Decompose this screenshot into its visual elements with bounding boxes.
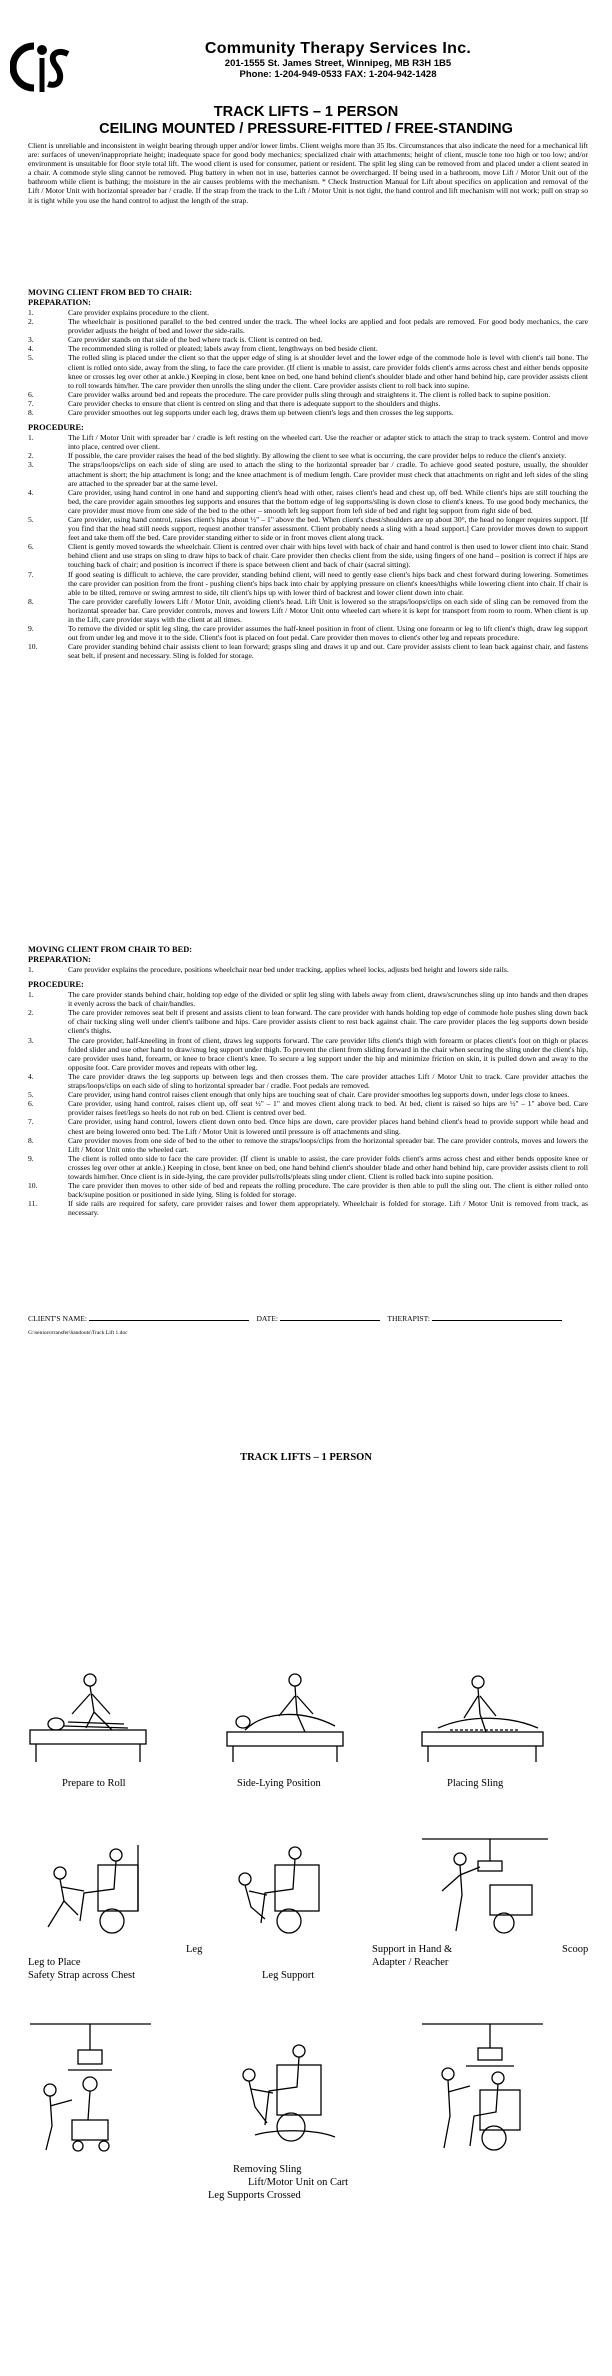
list-item <box>28 488 588 515</box>
step-text: If good seating is difficult to achieve, the care provider, standing behind client, will need to gently ease client's hips back and chest forward during lowering. Sometimes the care provider can position from the front - pushing client's hips back into chair by applying pressure on client's knees/thighs while lowering client into chair. If chair is able to be tilted, remove or swing armrest to side, tilt client's hips up with lower third of backrest and lower client down into chair. <box>68 569 588 597</box>
step-text: The recommended sling is rolled or pleated; labels away from client, lengthways on bed beside client. <box>68 344 378 354</box>
list-item <box>28 1008 588 1035</box>
company-header <box>88 40 588 80</box>
step-text: The care provider then moves to other side of bed and repeats the rolling procedure. The care provider is then able to pull the sling out. The client is either rolled onto back/supine position or positioned in side lying. Sling is folded for storage. <box>68 1181 588 1200</box>
illustrations-title: TRACK LIFTS – 1 PERSON <box>240 1452 372 1463</box>
page-subtitle: CEILING MOUNTED / PRESSURE-FITTED / FREE-STANDING <box>99 121 513 137</box>
caption-leg-supports-crossed: Leg Supports Crossed <box>208 2190 301 2201</box>
company-phone-fax: Phone: 1-204-949-0533 FAX: 1-204-942-1428 <box>239 69 437 80</box>
caption-lift-motor-cart: Lift/Motor Unit on Cart <box>248 2177 349 2188</box>
list-item <box>28 515 588 542</box>
step-number: 3. <box>28 335 34 345</box>
list-item <box>28 1136 588 1154</box>
step-number: 1. <box>28 433 34 443</box>
list-item <box>28 570 588 597</box>
step-text: Care provider moves from one side of bed to the other to remove the straps/loops/clips from the horizontal spreader bar. The care provider controls, moves and lowers the Lift / Motor Unit onto the wheeled cart. <box>68 1135 588 1154</box>
step-number: 3. <box>28 460 34 470</box>
caption-safety-strap: Safety Strap across Chest <box>28 1970 136 1981</box>
caption-side-lying: Side-Lying Position <box>237 1778 321 1789</box>
procedure-heading: PROCEDURE: <box>28 980 84 990</box>
section-heading: MOVING CLIENT FROM BED TO CHAIR: <box>28 288 193 297</box>
list-item <box>28 965 588 974</box>
therapist-field[interactable] <box>432 1312 562 1321</box>
step-number: 7. <box>28 1117 34 1127</box>
step-text: Care provider smoothes out leg supports under each leg, draws them up between client's legs and then crosses the leg supports. <box>68 408 454 418</box>
step-number: 2. <box>28 451 34 461</box>
step-number: 6. <box>28 1099 34 1109</box>
intro-paragraph: Client is unreliable and inconsistent in weight bearing through upper and/or lower limbs. Client weighs more than 35 lbs. Circumstances that also indicate the need for a mechanical lift are: surfaces of uneven/inappropriate height; inadequate space for good body mechanics; specialized chair with attachments; height of client, muscle tone too high or too low; and/or environment is unsuitable for floor style total lift. The wood client is used for consumer, patient or resident. The split leg sling can be removed from and placed under a client seated in a chair. A commode style sling cannot be removed. Plug battery in when not in use, batteries cannot be overcharged. If being used in a bathroom, move Lift / Motor Unit out of the bathroom while client is bathing; the moisture in the air causes problems with the mechanism. * Check Instruction Manual for Lift about specifics on application and removal of the Lift / Motor Unit with horizontal spreader bar / cradle. If the strap from the track to the Lift / Motor Unit is not tight, the hand control and lift mechanism will not work; pull on strap so it is tight while you use the hand control to adjust the length of the strap. <box>28 141 588 205</box>
list-item <box>28 642 588 660</box>
step-text: Care provider, using hand control, lowers client down onto bed. Once hips are down, care provider places hand behind client's head to provide support while head and chest are being lowered onto bed. The Lift / Motor Unit is lowered until pressure is off attachments and sling. <box>68 1117 588 1136</box>
list-item <box>28 353 588 389</box>
list-item <box>28 990 588 1008</box>
step-number: 11. <box>28 1199 38 1209</box>
date-field[interactable] <box>280 1312 380 1321</box>
caption-removing-sling: Removing Sling <box>233 2164 302 2175</box>
caption-leg-support: Leg Support <box>262 1970 315 1981</box>
step-number: 7. <box>28 398 34 408</box>
section-chair-to-bed <box>28 945 588 1217</box>
step-number: 5. <box>28 514 34 524</box>
step-number: 4. <box>28 487 34 497</box>
client-name-field[interactable] <box>89 1312 249 1321</box>
step-number: 8. <box>28 1135 34 1145</box>
support-in-hand-illustration <box>420 1835 550 1935</box>
step-number: 2. <box>28 317 34 327</box>
caption-adapter-reacher: Adapter / Reacher <box>372 1957 449 1968</box>
step-number: 9. <box>28 1153 34 1163</box>
caption-placing-sling: Placing Sling <box>447 1778 504 1789</box>
list-item <box>28 597 588 624</box>
therapist-label: THERAPIST: <box>387 1314 430 1323</box>
list-item <box>28 317 588 335</box>
caption-scoop: Scoop <box>562 1944 589 1955</box>
step-text: The client is rolled onto side to face the care provider. (If client is unable to assist, the care provider folds client's arms across chest and either bends opposite knee or crosses leg over other at ankle.) Keeping in close, bent knee on bed, one hand behind client's shoulder blade and other hand behind hip, care provider assists client to roll towards him/her. Once client is in side-lying, the care provider pulls/rolls/pleats sling under client. Client is rolled back into supine position. <box>68 1153 588 1181</box>
list-item <box>28 335 588 344</box>
step-text: The Lift / Motor Unit with spreader bar / cradle is left resting on the wheeled cart. Use the reacher or adapter stick to attach the strap to track system. Control and move into place, centred over client. <box>68 433 588 452</box>
date-label: DATE: <box>256 1314 278 1323</box>
step-number: 1. <box>28 990 34 1000</box>
list-item <box>28 542 588 569</box>
list-item <box>28 1181 588 1199</box>
list-item <box>28 308 588 317</box>
list-item <box>28 1072 588 1090</box>
list-item <box>28 1099 588 1117</box>
step-number: 8. <box>28 408 34 418</box>
step-text: The care provider carefully lowers Lift / Motor Unit, avoiding client's head. Lift Unit is lowered so the straps/loops/clips on each side of sling can be removed from the horizontal spreader bar. Care provider controls, moves and lowers Lift / Motor Unit onto wheeled cart where it is kept for transport from room to room. When client is up in the Lift, care provider stays with the client at all times. <box>68 596 588 624</box>
list-item <box>28 1199 588 1217</box>
step-text: Care provider, using hand control in one hand and supporting client's head with other, raises client's head and chest up, off bed. While client's hips are still touching the bed, the care provider again smoothes leg supports and ensures that the bottom edge of leg supports/sling is down close to client's knees. To use good body mechanics, the care provider must move from one side of the bed to the other – smooth left leg support from left side of bed and right leg support from right side of bed. <box>68 487 588 515</box>
step-number: 5. <box>28 353 34 363</box>
leg-support-illustration <box>225 1835 340 1935</box>
procedure-heading: PROCEDURE: <box>28 423 84 433</box>
step-number: 6. <box>28 542 34 552</box>
step-number: 8. <box>28 596 34 606</box>
step-number: 4. <box>28 1071 34 1081</box>
step-text: Care provider explains the procedure, positions wheelchair near bed under tracking, applies wheel locks, adjusts bed height and lowers side rails. <box>68 965 509 974</box>
placing-sling-illustration <box>420 1670 545 1765</box>
step-number: 1. <box>28 965 34 974</box>
side-lying-illustration <box>225 1670 345 1765</box>
list-item <box>28 1090 588 1099</box>
list-item <box>28 433 588 451</box>
section-bed-to-chair <box>28 288 588 660</box>
list-item <box>28 624 588 642</box>
step-text: Care provider explains procedure to the client. <box>68 308 210 317</box>
step-text: Care provider, using hand control, raises client up, off seat ½" – 1" and moves client along track to bed. At bed, client is raised so hips are ½" – 1" above bed. Care provider raises feet/legs so heels do not rub on bed. Client is centred over bed. <box>68 1099 588 1118</box>
step-text: Care provider, using hand control, raises client's hips about ½" – 1" above the bed. When client's chest/shoulders are up about 30°, the head no longer requires support. [If you find that the head still needs support, request another transfer assessment. Client probably needs a sling with a head support.] Care provider moves down to support feet and take them off the bed. Care provider standing either to side or in front moves client along track. <box>68 514 588 543</box>
section-heading: MOVING CLIENT FROM CHAIR TO BED: <box>28 945 193 954</box>
signature-line <box>28 1312 588 1323</box>
step-number: 4. <box>28 344 34 354</box>
caption-prepare-roll: Prepare to Roll <box>62 1778 126 1789</box>
step-text: Client is gently moved towards the wheelchair. Client is centred over chair with hips level with back of chair and hand control is then used to lower client into chair. Stand behind client and use straps on sling to draw hips to back of chair. Care provider then checks client from the side, using fingers of one hand – position is correct if hips are touching back of chair; and position is incorrect if there is space between client and back of chair (sacral sitting). <box>68 542 588 570</box>
list-item <box>28 408 588 417</box>
leg-to-place-illustration <box>28 1835 153 1935</box>
file-path: G:\seniors\transfer\handouts\Track Lift 1.doc <box>28 1330 128 1336</box>
list-item <box>28 399 588 408</box>
page-title: TRACK LIFTS – 1 PERSON <box>213 104 399 120</box>
procedure-list <box>28 433 588 660</box>
step-text: Care provider, using hand control raises client enough that only hips are touching seat of chair. Care provider smoothes leg supports down, under legs close to knees. <box>68 1090 570 1100</box>
step-number: 6. <box>28 389 34 399</box>
step-text: The wheelchair is positioned parallel to the bed centred under the track. The wheel locks are applied and foot pedals are removed. For good body mechanics, the care provider adjusts the height of bed and lower the side-rails. <box>68 317 588 336</box>
step-text: The care provider stands behind chair, holding top edge of the divided or split leg sling with labels away from client, draws/scrunches sling up into hands and then drapes it evenly across the back of chair/handles. <box>68 990 588 1009</box>
list-item <box>28 451 588 460</box>
preparation-heading: PREPARATION: <box>28 298 91 307</box>
procedure-list <box>28 990 588 1217</box>
list-item <box>28 1036 588 1072</box>
list-item <box>28 1117 588 1135</box>
preparation-heading: PREPARATION: <box>28 955 91 964</box>
step-number: 5. <box>28 1090 34 1100</box>
preparation-list <box>28 308 588 417</box>
removing-sling-illustration <box>225 2025 345 2155</box>
step-text: The care provider draws the leg supports up between legs and then crosses them. The care provider attaches Lift / Motor Unit to track. Care provider attaches the straps/loops/clips on each side of sling to horizontal spreader bar / cradle. Foot pedals are removed. <box>68 1071 588 1091</box>
step-text: The care provider removes seat belt if present and assists client to lean forward. The care provider with hands holding top edge of commode hole pushes sling down back of chair tucking sling well under client's tailbone and hips. Care provider assists client to rest back against chair. The care provider places the leg supports down beside client's thighs. <box>68 1008 588 1036</box>
step-text: Care provider checks to ensure that client is centred on sling and that there is adequate support to the shoulders and thighs. <box>68 398 441 408</box>
company-address: 201-1555 St. James Street, Winnipeg, MB R3H 1B5 <box>224 58 452 69</box>
step-text: The care provider, half-kneeling in front of client, draws leg supports forward. The care provider lifts client's thigh with forearm or places client's foot on thigh or places folded slider and use other hand to draw/snug leg support under thigh. To prevent the client from sliding forward in the chair when securing the sling under the client's hip, care provider uses hand, forearm, or knee to brace client's knee. To secure a leg support under the hip and minimize friction on skin, it is pulled down and away to the opposite foot. Care provider moves and repeats with other leg. <box>68 1035 588 1072</box>
prepare-to-roll-illustration <box>28 1670 148 1765</box>
seated-with-sling-illustration <box>420 2020 545 2155</box>
step-number: 3. <box>28 1035 34 1045</box>
step-text: The straps/loops/clips on each side of sling are used to attach the sling to the horizontal spreader bar / cradle. To achieve good seated posture, usually, the shoulder attachment is short; the hip attachment is long; and the knee attachment is of medium length. Care provider must check that attachments on right and left sides of the sling are attached to the spreader bar at the same level. <box>68 460 588 488</box>
client-name-label: CLIENT'S NAME: <box>28 1314 87 1323</box>
cts-logo <box>10 38 72 96</box>
lift-unit-cart-illustration <box>28 2020 153 2155</box>
list-item <box>28 390 588 399</box>
step-number: 7. <box>28 569 34 579</box>
list-item <box>28 1154 588 1181</box>
list-item <box>28 344 588 353</box>
step-number: 9. <box>28 624 34 634</box>
list-item <box>28 460 588 487</box>
step-text: Care provider stands on that side of the bed where track is. Client is centred on bed. <box>68 335 323 345</box>
step-text: If possible, the care provider raises the head of the bed slightly. By allowing the client to see what is occurring, the care provider helps to reduce the client's anxiety. <box>68 451 567 461</box>
caption-leg: Leg <box>186 1944 203 1955</box>
step-number: 1. <box>28 308 34 317</box>
caption-support-hand: Support in Hand & <box>372 1944 453 1955</box>
step-text: To remove the divided or split leg sling, the care provider assumes the half-kneel position in front of client. Using one forearm or leg to lift client's thigh, draw leg support out from under leg and move it to the side. Client's foot is placed on foot pedal. Care provider then moves to client's other leg and repeats procedure. <box>68 624 588 643</box>
step-number: 10. <box>28 642 38 652</box>
step-number: 2. <box>28 1008 34 1018</box>
preparation-list <box>28 965 588 974</box>
step-number: 10. <box>28 1181 38 1191</box>
step-text: If side rails are required for safety, care provider raises and lower them appropriately. Wheelchair is folded for storage. Lift / Motor Unit is removed from track, as necessary. <box>68 1199 588 1218</box>
step-text: Care provider walks around bed and repeats the procedure. The care provider pulls sling through and straightens it. The client is rolled back to supine position. <box>68 389 551 399</box>
step-text: Care provider standing behind chair assists client to lean forward; grasps sling and draws it up and out. Care provider assists client to lean back against chair, and fastens seat belt, if present and necessary. Sling is folded for storage. <box>68 642 588 661</box>
step-text: The rolled sling is placed under the client so that the upper edge of sling is at shoulder level and the lower edge of the commode hole is level with client's tail bone. The client is rolled onto side, away from the sling, to face the care provider. (If client is unable to assist, care provider folds client's arms across chest and either bends opposite knee or crosses leg over other at ankle.) Keeping in close, bent knee on bed, one hand behind client's shoulder blade and other hand behind hip, care provider assists client to roll towards him/her. The care provider then unrolls the sling under the client. Care provider assists client to roll back into supine. <box>68 353 588 390</box>
company-name: Community Therapy Services Inc. <box>204 40 472 57</box>
caption-leg-to-place: Leg to Place <box>28 1957 81 1968</box>
